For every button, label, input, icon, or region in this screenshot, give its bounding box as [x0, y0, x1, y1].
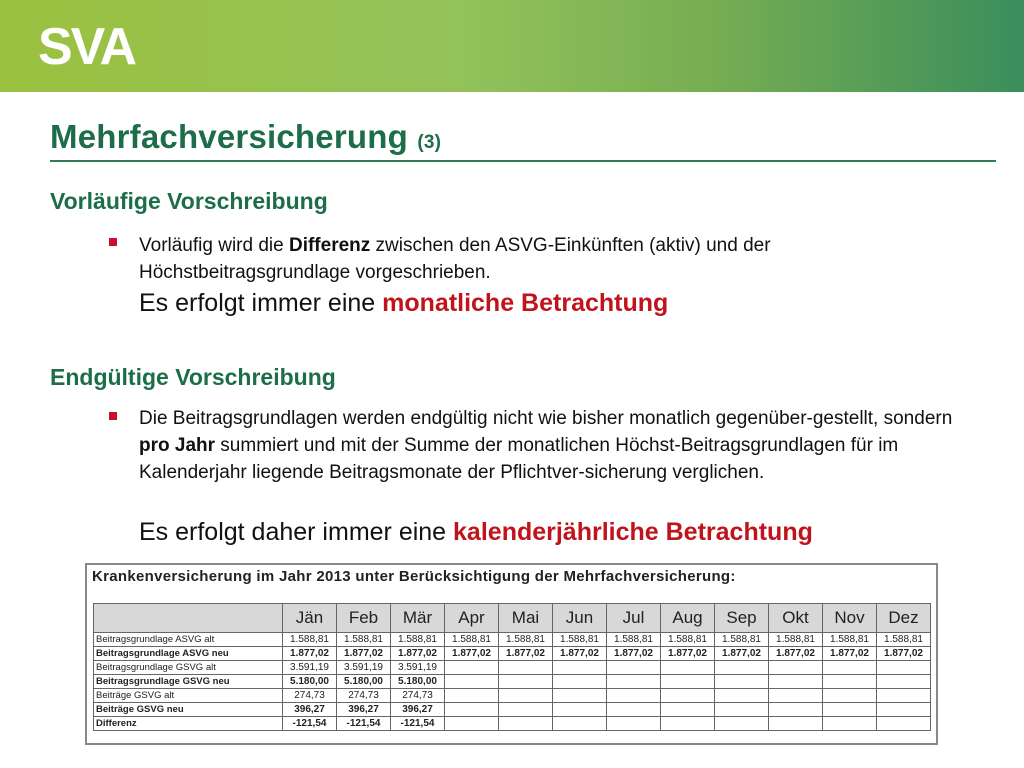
table-cell	[823, 661, 877, 675]
table-cell: 1.588,81	[823, 633, 877, 647]
table-cell: 1.877,02	[391, 647, 445, 661]
table-cell	[877, 675, 931, 689]
table-cell	[769, 661, 823, 675]
table-cell	[877, 703, 931, 717]
table-cell	[661, 703, 715, 717]
contribution-table-figure	[85, 563, 938, 745]
section-heading-endgueltig: Endgültige Vorschreibung	[50, 364, 336, 390]
row-label: Beiträge GSVG alt	[94, 689, 283, 703]
table-cell	[607, 689, 661, 703]
header-band	[0, 0, 1024, 92]
table-cell	[877, 661, 931, 675]
table-cell: 3.591,19	[391, 661, 445, 675]
row-label: Beiträge GSVG neu	[94, 703, 283, 717]
table-cell: 3.591,19	[283, 661, 337, 675]
table-cell	[445, 675, 499, 689]
table-row	[94, 661, 931, 675]
month-header: Okt	[769, 604, 823, 633]
month-header: Sep	[715, 604, 769, 633]
table-cell: 274,73	[337, 689, 391, 703]
month-header: Jän	[283, 604, 337, 633]
month-header: Jun	[553, 604, 607, 633]
table-cell	[715, 675, 769, 689]
sva-logo	[38, 18, 198, 72]
table-cell: 1.588,81	[283, 633, 337, 647]
table-cell: 396,27	[283, 703, 337, 717]
table-cell: 5.180,00	[391, 675, 445, 689]
table-cell: 396,27	[337, 703, 391, 717]
emphasis-monatlich: Es erfolgt immer eine monatliche Betrachtung	[139, 289, 669, 317]
table-cell	[445, 689, 499, 703]
month-header: Feb	[337, 604, 391, 633]
table-row	[94, 689, 931, 703]
table-cell: 5.180,00	[337, 675, 391, 689]
table-cell: 1.588,81	[607, 633, 661, 647]
table-cell	[715, 661, 769, 675]
table-cell	[823, 703, 877, 717]
table-cell	[553, 717, 607, 731]
table-row	[94, 633, 931, 647]
page-title-sub: (3)	[417, 132, 442, 153]
table-cell: 1.588,81	[337, 633, 391, 647]
table-cell	[661, 661, 715, 675]
table-cell: 1.588,81	[877, 633, 931, 647]
table-cell: 1.588,81	[499, 633, 553, 647]
emphasis-kalenderjaehrlich: Es erfolgt daher immer eine kalenderjährliche Betrachtung	[139, 518, 813, 546]
row-label: Differenz	[94, 717, 283, 731]
table-cell: 3.591,19	[337, 661, 391, 675]
table-cell: 1.877,02	[337, 647, 391, 661]
table-cell: 1.588,81	[391, 633, 445, 647]
table-cell	[499, 661, 553, 675]
table-cell	[499, 717, 553, 731]
row-label: Beitragsgrundlage ASVG neu	[94, 647, 283, 661]
table-cell: 5.180,00	[283, 675, 337, 689]
table-row	[94, 647, 931, 661]
table-cell	[769, 675, 823, 689]
month-header: Mai	[499, 604, 553, 633]
table-cell: 1.877,02	[715, 647, 769, 661]
table-cell: 1.588,81	[715, 633, 769, 647]
table-cell: 1.877,02	[553, 647, 607, 661]
table-cell	[715, 689, 769, 703]
table-cell: 396,27	[391, 703, 445, 717]
table-cell	[499, 689, 553, 703]
bullet-square-icon	[109, 412, 117, 420]
table-cell	[553, 675, 607, 689]
table-cell	[499, 703, 553, 717]
month-header: Aug	[661, 604, 715, 633]
row-label: Beitragsgrundlage ASVG alt	[94, 633, 283, 647]
table-cell: 1.877,02	[607, 647, 661, 661]
table-cell	[661, 689, 715, 703]
title-divider	[50, 160, 996, 162]
contribution-table	[93, 603, 931, 731]
month-header: Dez	[877, 604, 931, 633]
table-cell: 1.588,81	[661, 633, 715, 647]
table-cell	[823, 675, 877, 689]
logo-text: SVA	[38, 18, 136, 72]
table-cell: 274,73	[391, 689, 445, 703]
table-cell	[877, 689, 931, 703]
page-title-main: Mehrfachversicherung	[50, 118, 408, 155]
table-cell	[607, 703, 661, 717]
table-cell	[769, 703, 823, 717]
table-cell	[661, 675, 715, 689]
table-cell: -121,54	[337, 717, 391, 731]
bullet-square-icon	[109, 238, 117, 246]
table-caption: Krankenversicherung im Jahr 2013 unter Berücksichtigung der Mehrfachversicherung:	[92, 568, 736, 585]
table-row	[94, 717, 931, 731]
table-cell	[715, 717, 769, 731]
table-cell	[445, 717, 499, 731]
table-cell	[553, 703, 607, 717]
table-cell	[823, 689, 877, 703]
table-cell: 274,73	[283, 689, 337, 703]
table-cell	[769, 717, 823, 731]
table-cell	[607, 661, 661, 675]
table-cell: 1.877,02	[823, 647, 877, 661]
table-row	[94, 675, 931, 689]
table-cell	[661, 717, 715, 731]
table-header-corner	[94, 604, 283, 633]
row-label: Beitragsgrundlage GSVG alt	[94, 661, 283, 675]
table-cell	[445, 703, 499, 717]
month-header: Nov	[823, 604, 877, 633]
table-cell: -121,54	[391, 717, 445, 731]
table-cell: 1.877,02	[661, 647, 715, 661]
table-cell: 1.877,02	[283, 647, 337, 661]
table-cell	[769, 689, 823, 703]
table-cell: -121,54	[283, 717, 337, 731]
table-cell	[607, 717, 661, 731]
page-title	[50, 118, 441, 156]
table-row	[94, 703, 931, 717]
bullet-text-vorlaeufig: Vorläufig wird die Differenz zwischen den ASVG-Einkünften (aktiv) und der Höchstbeitragsgrundlage vorgeschrieben.	[139, 235, 771, 283]
month-header: Apr	[445, 604, 499, 633]
table-cell: 1.877,02	[499, 647, 553, 661]
table-cell: 1.877,02	[877, 647, 931, 661]
table-cell	[823, 717, 877, 731]
table-cell	[607, 675, 661, 689]
month-header: Mär	[391, 604, 445, 633]
table-cell	[715, 703, 769, 717]
table-cell: 1.588,81	[445, 633, 499, 647]
table-cell: 1.588,81	[769, 633, 823, 647]
table-cell	[445, 661, 499, 675]
section-heading-vorlaeufig: Vorläufige Vorschreibung	[50, 188, 328, 214]
table-cell	[499, 675, 553, 689]
row-label: Beitragsgrundlage GSVG neu	[94, 675, 283, 689]
table-cell	[877, 717, 931, 731]
table-cell: 1.588,81	[553, 633, 607, 647]
month-header: Jul	[607, 604, 661, 633]
table-cell: 1.877,02	[445, 647, 499, 661]
table-cell	[553, 661, 607, 675]
bullet-text-endgueltig: Die Beitragsgrundlagen werden endgültig nicht wie bisher monatlich gegenüber-gestellt, sondern pro Jahr summiert und mit der Summe der monatlichen Höchst-Beitragsgrundlagen für im Kalenderjahr liegende Beitragsmonate der Pflichtver-sicherung verglichen.	[139, 408, 953, 483]
table-cell	[553, 689, 607, 703]
table-cell: 1.877,02	[769, 647, 823, 661]
